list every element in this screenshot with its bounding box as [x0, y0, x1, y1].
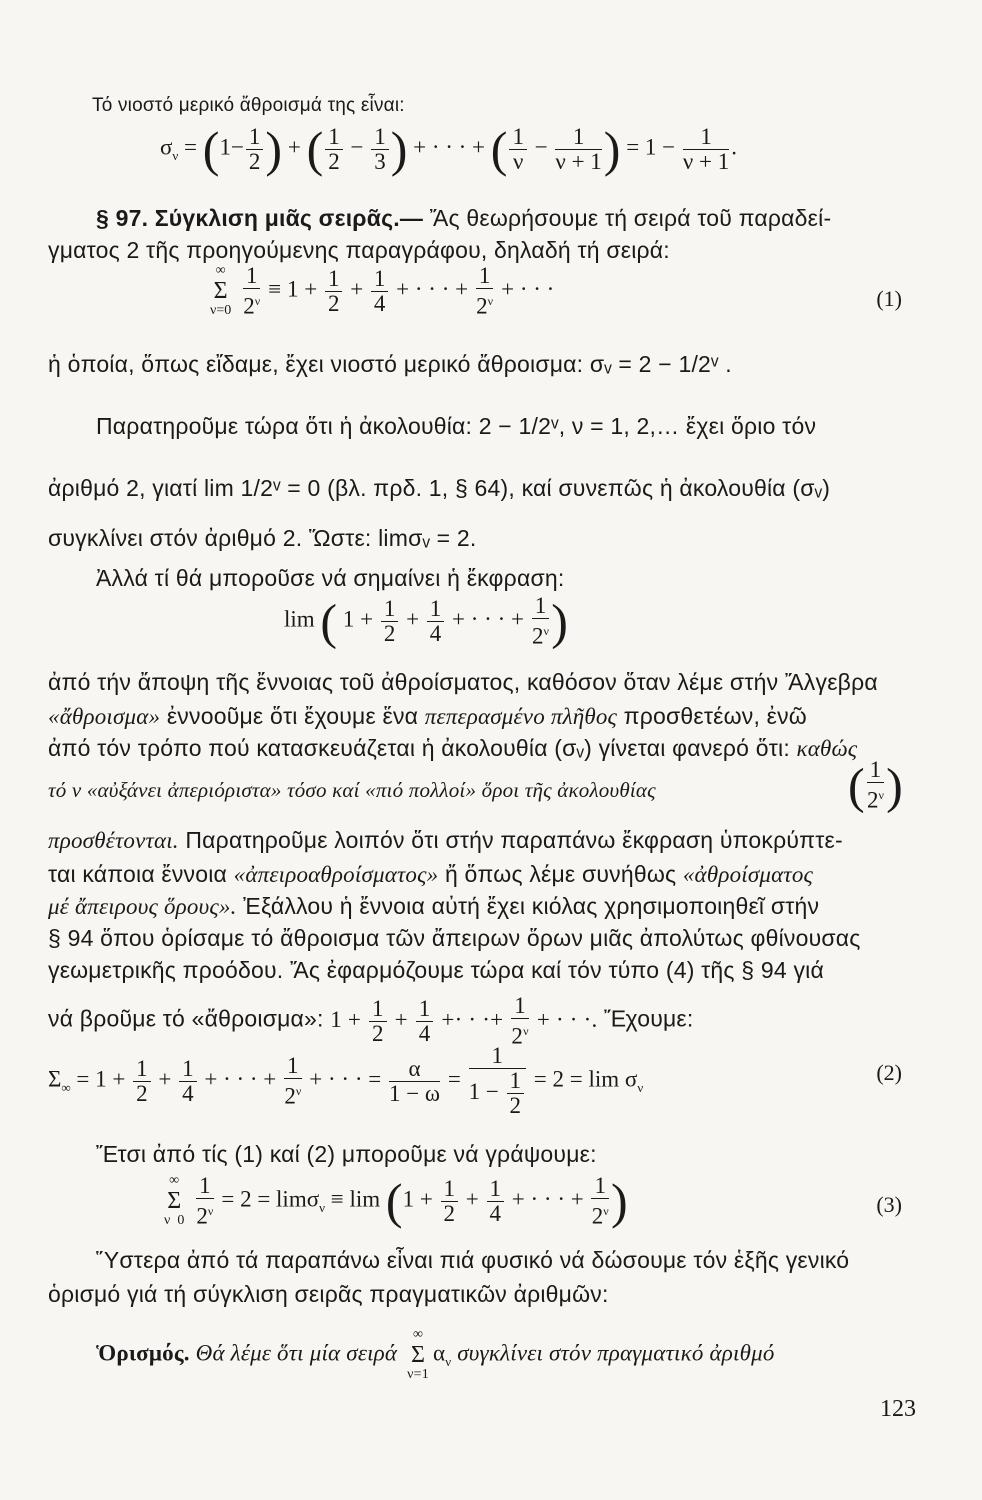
- text-line: Ὕστερα ἀπό τά παραπάνω εἶναι πιά φυσικό νά δώσουμε τόν ἑξῆς γενικό: [96, 1247, 850, 1273]
- page-number: 123: [880, 1396, 916, 1422]
- text-line: «ἄθροισμα» ἐννοοῦμε ὅτι ἔχουμε ἕνα πεπερασμένο πλῆθος προσθετέων, ἐνῶ: [48, 703, 807, 729]
- text-line: γεωμετρικῆς προόδου. Ἄς ἐφαρμόζουμε τώρα καί τόν τύπο (4) τῆς § 94 γιά: [48, 957, 824, 983]
- text-line: συγκλίνει στόν ἀριθμό 2. Ὥστε: limσᵥ = 2.: [48, 525, 477, 551]
- text-line: ὁρισμό γιά τή σύγκλιση σειρᾶς πραγματικῶν ἀριθμῶν:: [48, 1281, 609, 1307]
- text-line: § 94 ὅπου ὁρίσαμε τό ἄθροισμα τῶν ἄπειρων ὅρων μιᾶς ἀπολύτως φθίνουσας: [48, 925, 861, 951]
- text-line: ται κάποια ἔννοια «ἀπειροαθροίσματος» ἤ ὅπως λέμε συνήθως «ἀθροίσματος: [48, 861, 814, 887]
- text-line: Ἔτσι ἀπό τίς (1) καί (2) μποροῦμε νά γράψουμε:: [96, 1141, 597, 1167]
- equation-series-1: ∞ Σ ν=0 $\frac{1}{2^\nu}$ ≡ 1 + $\frac{1}{2}$ + $\frac{1}{4}$ + · · · + $\frac{1}{2^\nu}$ + · · ·: [210, 262, 555, 319]
- text-line: προσθέτονται. Παρατηροῦμε λοιπόν ὅτι στήν παραπάνω ἔκφραση ὑποκρύπτε-: [48, 827, 843, 853]
- definition-line: Ὁρισμός. Θά λέμε ὅτι μία σειρά ∞ Σ ν=1 $\alpha_\nu$ συγκλίνει στόν πραγματικό ἀριθμό: [96, 1327, 775, 1382]
- text-line: μέ ἄπειρους ὅρους». Ἐξάλλου ἡ ἔννοια αὐτή ἔχει κιόλας χρησιμοποιηθεῖ στήν: [48, 893, 820, 919]
- text-line: νά βροῦμε τό «ἄθροισμα»: 1 + $\frac{1}{2}$ + $\frac{1}{4}$ +· · ·+ $\frac{1}{2^\nu}$ + · · ·. Ἔχουμε:: [48, 993, 694, 1049]
- section-heading-line: § 97. Σύγκλιση μιᾶς σειρᾶς.— Ἄς θεωρήσουμε τή σειρά τοῦ παραδεί-: [96, 205, 832, 231]
- text-line: ἡ ὁποία, ὅπως εἴδαμε, ἔχει νιοστό μερικό ἄθροισμα: σᵥ = 2 − 1/2ᵛ .: [48, 351, 732, 377]
- text-line: γματος 2 τῆς προηγούμενης παραγράφου, δηλαδή τή σειρά:: [48, 237, 670, 263]
- definition-label: Ὁρισμός.: [96, 1340, 190, 1366]
- text-line: Ἀλλά τί θά μποροῦσε νά σημαίνει ἡ ἔκφραση:: [96, 565, 565, 591]
- equation-infinite-sum: $\Sigma_\infty = 1$ + $\frac{1}{2}$ + $\frac{1}{4}$ + · · · + $\frac{1}{2^\nu}$ + · · · = $\frac{\alpha}{1 - \omega}$ = 1 1 − $\frac{1}{2}$ = $2 = \lim \sigma_\nu$: [48, 1043, 644, 1118]
- text-line: Τό νιοστό μερικό ἄθροισμά της εἶναι:: [92, 95, 405, 116]
- equation-number: (3): [876, 1192, 902, 1217]
- inline-fraction: ( $\frac{1}{2^\nu}$ ): [848, 757, 903, 814]
- section-title: § 97. Σύγκλιση μιᾶς σειρᾶς.—: [96, 205, 424, 231]
- equation-partial-sum: $\sigma_\nu = (1-$ $\frac{1}{2}$ ) + ( $\frac{1}{2}$ − $\frac{1}{3}$ ) + · · · + ( $\frac{1}{\nu}$ − $\frac{1}{\nu + 1}$ ) = 1 − $\frac{1}{\nu + 1}$ .: [160, 121, 738, 177]
- equation-series-3: ∞ Σ ν 0 $\frac{1}{2^\nu}$ = 2 = limσ$_\nu$ ≡ lim (1 + $\frac{1}{2}$ + $\frac{1}{4}$ + · · · + $\frac{1}{2^\nu}$ ): [164, 1172, 628, 1229]
- equation-limit-expression: lim ( 1 + $\frac{1}{2}$ + $\frac{1}{4}$ + · · · + $\frac{1}{2^\nu}$ ): [284, 593, 568, 650]
- equation-number: (2): [876, 1060, 902, 1085]
- text-line: ἀπό τόν τρόπο πού κατασκευάζεται ἡ ἀκολουθία (σᵥ) γίνεται φανερό ὅτι: καθώς: [48, 735, 858, 761]
- text-line: ἀριθμό 2, γιατί lim 1/2ᵛ = 0 (βλ. πρδ. 1, § 64), καί συνεπῶς ἡ ἀκολουθία (σᵥ): [48, 475, 831, 501]
- equation-number: (1): [876, 286, 902, 311]
- text-line: ἀπό τήν ἄποψη τῆς ἔννοιας τοῦ ἀθροίσματος, καθόσον ὅταν λέμε στήν Ἄλγεβρα: [48, 669, 878, 695]
- text-line: τό ν «αὐξάνει ἀπεριόριστα» τόσο καί «πιό πολλοί» ὅροι τῆς ἀκολουθίας: [48, 778, 656, 802]
- text-line: Παρατηροῦμε τώρα ὅτι ἡ ἀκολουθία: 2 − 1/2ᵛ, ν = 1, 2,… ἔχει ὅριο τόν: [96, 413, 817, 439]
